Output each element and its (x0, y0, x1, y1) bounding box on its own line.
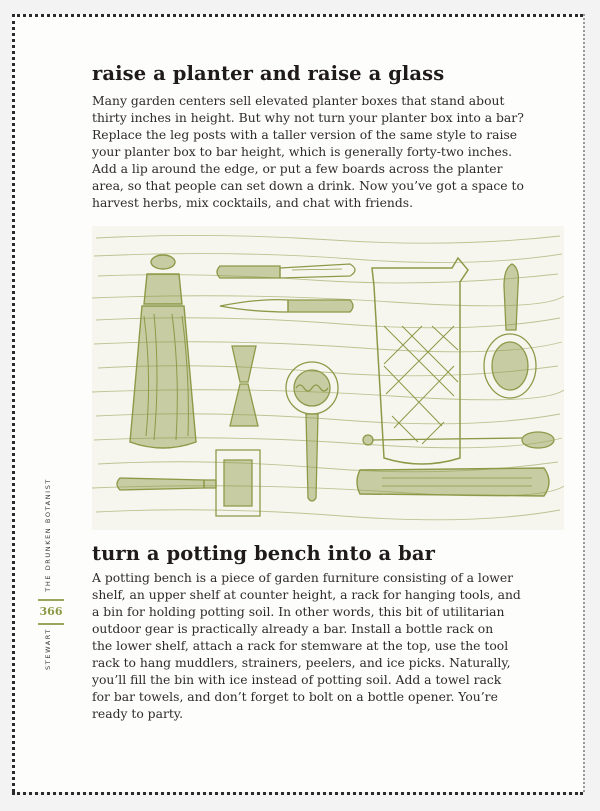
paragraph-planter (92, 93, 524, 212)
section-heading-planter: raise a planter and raise a glass (92, 62, 445, 85)
text-line: outdoor gear is practically already a bar. Install a bottle rack on (92, 622, 494, 636)
page-number: 366 (38, 599, 64, 625)
paragraph-potting-bench (92, 570, 521, 723)
text-line: Add a lip around the edge, or put a few boards across the planter (92, 162, 503, 176)
section-heading-potting-bench: turn a potting bench into a bar (92, 542, 436, 565)
text-line: your planter box to bar height, which is generally forty-two inches. (92, 145, 513, 159)
author-name: STEWART (44, 628, 52, 670)
muddler-icon (357, 468, 549, 496)
text-line: Many garden centers sell elevated planter boxes that stand about (92, 94, 505, 108)
page-edge-bottom (12, 788, 583, 795)
text-line: a bin for holding potting soil. In other words, this bit of utilitarian (92, 605, 505, 619)
text-line: you’ll fill the bin with ice instead of potting soil. Add a towel rack (92, 673, 502, 687)
bar-tools-illustration (92, 226, 564, 530)
text-line: A potting bench is a piece of garden furniture consisting of a lower (92, 571, 514, 585)
text-line: Replace the leg posts with a taller version of the same style to raise (92, 128, 518, 142)
book-title: THE DRUNKEN BOTANIST (44, 478, 52, 592)
text-line: the lower shelf, attach a rack for stemware at the top, use the tool (92, 639, 509, 653)
text-line: area, so that people can set down a drink. Now you’ve got a space to (92, 179, 524, 193)
text-line: shelf, an upper shelf at counter height, a rack for hanging tools, and (92, 588, 521, 602)
text-line: rack to hang muddlers, strainers, peelers, and ice picks. Naturally, (92, 656, 511, 670)
text-line: thirty inches in height. But why not turn your planter box into a bar? (92, 111, 524, 125)
text-line: for bar towels, and don’t forget to bolt on a bottle opener. You’re (92, 690, 498, 704)
text-line: ready to party. (92, 707, 184, 721)
page-edge-right (579, 14, 585, 792)
running-footer-sidebar (39, 478, 63, 688)
text-line: harvest herbs, mix cocktails, and chat with friends. (92, 196, 414, 210)
